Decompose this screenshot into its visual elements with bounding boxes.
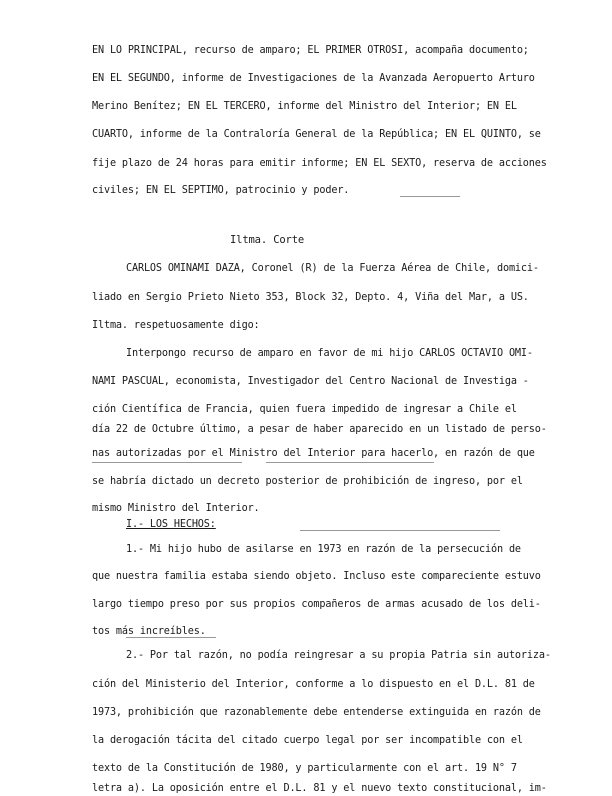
body-line-6: ción Científica de Francia, quien fuera impedido de ingresar a Chile el — [92, 404, 517, 415]
body-line-9: se habría dictado un decreto posterior de prohibición de ingreso, por el — [92, 476, 523, 487]
section-heading-hechos: I.- LOS HECHOS: — [126, 519, 216, 530]
body-line-15: 2.- Por tal razón, no podía reingresar a su propia Patria sin autoriza- — [126, 650, 551, 661]
underline-mark — [266, 462, 434, 463]
underline-mark — [92, 462, 242, 463]
body-line-13: largo tiempo preso por sus propios compañeros de armas acusado de los deli- — [92, 599, 541, 610]
heading-line-3: Merino Benítez; EN EL TERCERO, informe del Ministro del Interior; EN EL — [92, 101, 517, 112]
body-line-16: ción del Ministerio del Interior, conforme a lo dispuesto en el D.L. 81 de — [92, 679, 535, 690]
body-line-8: nas autorizadas por el Ministro del Interior para hacerlo, en razón de que — [92, 448, 535, 459]
body-line-20: letra a). La oposición entre el D.L. 81 y el nuevo texto constitucional, im- — [92, 783, 547, 794]
body-line-7: día 22 de Octubre último, a pesar de haber aparecido en un listado de perso- — [92, 424, 547, 435]
underline-mark — [126, 637, 216, 638]
heading-line-4: CUARTO, informe de la Contraloría General de la República; EN EL QUINTO, se — [92, 129, 541, 140]
body-line-5: NAMI PASCUAL, economista, Investigador del Centro Nacional de Investiga - — [92, 376, 529, 387]
body-line-4: Interpongo recurso de amparo en favor de mi hijo CARLOS OCTAVIO OMI- — [126, 348, 533, 359]
salutation: Iltma. Corte — [230, 234, 305, 246]
body-line-17: 1973, prohibición que razonablemente debe entenderse extinguida en razón de — [92, 707, 541, 718]
body-line-3: Iltma. respetuosamente digo: — [92, 320, 260, 331]
body-line-19: texto de la Constitución de 1980, y particularmente con el art. 19 N° 7 — [92, 763, 517, 774]
heading-line-2: EN EL SEGUNDO, informe de Investigaciones de la Avanzada Aeropuerto Arturo — [92, 73, 535, 84]
body-line-14: tos más increíbles. — [92, 626, 206, 637]
body-line-12: que nuestra familia estaba siendo objeto. Incluso este compareciente estuvo — [92, 571, 541, 582]
heading-line-6: civiles; EN EL SEPTIMO, patrocinio y poder. — [92, 185, 350, 196]
body-line-11: 1.- Mi hijo hubo de asilarse en 1973 en razón de la persecución de — [126, 544, 521, 555]
body-line-2: liado en Sergio Prieto Nieto 353, Block 32, Depto. 4, Viña del Mar, a US. — [92, 292, 529, 303]
body-line-10: mismo Ministro del Interior. — [92, 503, 260, 514]
underline-mark — [400, 196, 460, 197]
heading-line-1: EN LO PRINCIPAL, recurso de amparo; EL PRIMER OTROSI, acompaña documento; — [92, 45, 529, 56]
underline-mark — [300, 530, 500, 531]
body-line-18: la derogación tácita del citado cuerpo legal por ser incompatible con el — [92, 735, 523, 746]
heading-line-5: fije plazo de 24 horas para emitir informe; EN EL SEXTO, reserva de acciones — [92, 158, 547, 169]
body-line-1: CARLOS OMINAMI DAZA, Coronel (R) de la Fuerza Aérea de Chile, domici- — [126, 263, 539, 274]
